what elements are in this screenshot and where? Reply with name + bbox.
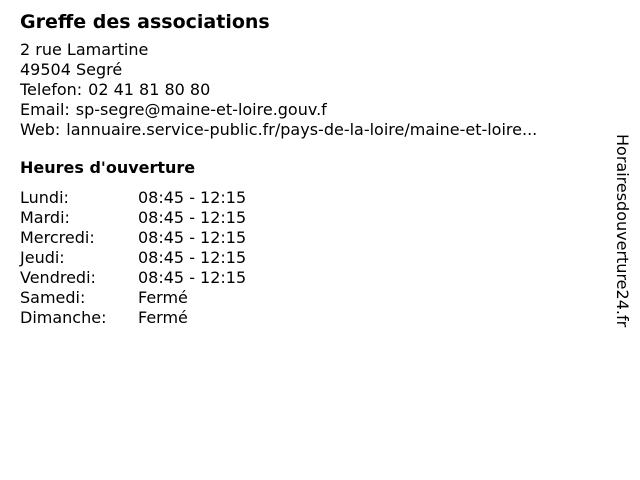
phone-line (20, 80, 610, 100)
day-hours: 08:45 - 12:15 (138, 248, 247, 267)
day-label: Mercredi: (20, 228, 95, 247)
opening-hours-heading: Heures d'ouverture (20, 158, 196, 177)
hours-row (20, 308, 246, 328)
day-label: Lundi: (20, 188, 69, 207)
email-line (20, 100, 610, 120)
hours-row (20, 208, 246, 228)
day-hours: 08:45 - 12:15 (138, 228, 247, 247)
opening-hours-table (20, 188, 246, 328)
day-hours: 08:45 - 12:15 (138, 188, 247, 207)
day-hours: Fermé (138, 288, 188, 307)
hours-row (20, 248, 246, 268)
day-label: Dimanche: (20, 308, 107, 327)
hours-row (20, 188, 246, 208)
email-address[interactable]: sp-segre@maine-et-loire.gouv.f (75, 100, 327, 119)
address-block (20, 40, 610, 140)
day-hours: 08:45 - 12:15 (138, 208, 247, 227)
phone-number[interactable]: 02 41 81 80 80 (88, 80, 211, 99)
web-label: Web: (20, 120, 61, 139)
hours-row (20, 288, 246, 308)
street-line: 2 rue Lamartine (20, 40, 149, 59)
day-label: Vendredi: (20, 268, 96, 287)
email-label: Email: (20, 100, 70, 119)
day-hours: Fermé (138, 308, 188, 327)
day-label: Jeudi: (20, 248, 65, 267)
phone-label: Telefon: (20, 80, 83, 99)
page-title: Greffe des associations (20, 11, 270, 33)
day-hours: 08:45 - 12:15 (138, 268, 247, 287)
day-label: Mardi: (20, 208, 70, 227)
web-line (20, 120, 610, 140)
info-card (20, 10, 610, 328)
hours-row (20, 268, 246, 288)
day-label: Samedi: (20, 288, 86, 307)
hours-row (20, 228, 246, 248)
city-line: 49504 Segré (20, 60, 123, 79)
web-link[interactable]: lannuaire.service-public.fr/pays-de-la-loire/maine-et-loire... (66, 120, 538, 139)
brand-watermark: Horairesdouverture24.fr (613, 134, 632, 328)
